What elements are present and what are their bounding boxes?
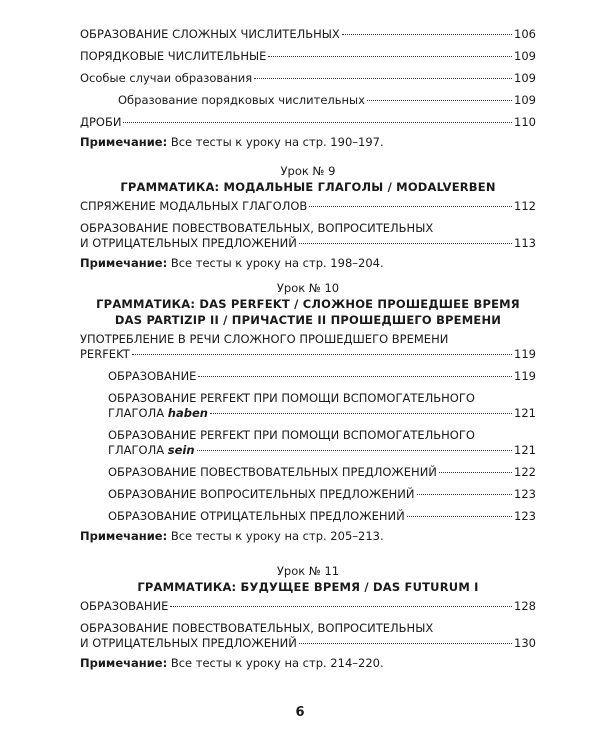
toc-entry-page: 112 [514, 199, 536, 213]
toc-entry[interactable] [80, 465, 536, 480]
toc-entry-title-line1: ОБРАЗОВАНИЕ ПОВЕСТВОВАТЕЛЬНЫХ, ВОПРОСИТЕЛЬНЫХ [80, 621, 434, 635]
dot-leader [417, 493, 513, 495]
lesson-label: Урок № 10 [276, 281, 340, 295]
toc-entry-title: ОБРАЗОВАНИЕ [80, 599, 169, 613]
dot-leader [210, 412, 512, 414]
toc-entry-page: 109 [514, 71, 536, 85]
toc-entry-page: 109 [514, 93, 536, 107]
toc-entry-title: СПРЯЖЕНИЕ МОДАЛЬНЫХ ГЛАГОЛОВ [80, 199, 308, 213]
verb-haben: haben [167, 406, 208, 420]
toc-entry[interactable] [80, 599, 536, 614]
toc-entry-title: ОБРАЗОВАНИЕ ОТРИЦАТЕЛЬНЫХ ПРЕДЛОЖЕНИЙ [108, 509, 405, 523]
verb-sein: sein [167, 443, 195, 457]
dot-leader [198, 375, 512, 377]
toc-entry[interactable] [80, 199, 536, 214]
toc-entry-page: 130 [514, 636, 536, 650]
toc-entry-title-line1: ОБРАЗОВАНИЕ PERFEKT ПРИ ПОМОЩИ ВСПОМОГАТЕЛЬНОГО [108, 428, 475, 442]
lesson-heading: ГРАММАТИКА: БУДУЩЕЕ ВРЕМЯ / DAS FUTURUM I [137, 580, 479, 594]
toc-entry-title: Образование порядковых числительных [118, 93, 365, 107]
page-number: 6 [295, 705, 305, 720]
toc-entry-title [108, 443, 195, 458]
toc-entry-title: ОБРАЗОВАНИЕ ВОПРОСИТЕЛЬНЫХ ПРЕДЛОЖЕНИЙ [108, 487, 415, 501]
toc-entry-page: 119 [514, 369, 536, 383]
note-text: Все тесты к уроку на стр. 205–213. [170, 529, 384, 543]
note [80, 256, 536, 271]
toc-entry[interactable] [80, 428, 536, 458]
toc-entry[interactable] [80, 71, 536, 86]
toc-entry[interactable] [80, 332, 536, 362]
lesson-heading: DAS PARTIZIP II / ПРИЧАСТИЕ II ПРОШЕДШЕГО ВРЕМЕНИ [114, 313, 502, 327]
lesson-label: Урок № 11 [276, 564, 340, 578]
toc-entry-page: 106 [514, 27, 536, 41]
dot-leader [268, 55, 512, 57]
toc-entry-title-text: ГЛАГОЛА [108, 443, 165, 457]
dot-leader [170, 605, 512, 607]
toc-entry-title: ПОРЯДКОВЫЕ ЧИСЛИТЕЛЬНЫЕ [80, 49, 267, 63]
dot-leader [299, 242, 512, 244]
dot-leader [407, 515, 512, 517]
note [80, 656, 536, 671]
note [80, 529, 536, 544]
note-label: Примечание: [80, 656, 168, 670]
dot-leader [342, 33, 512, 35]
dot-leader [123, 121, 512, 123]
dot-leader [439, 471, 512, 473]
lesson-heading: ГРАММАТИКА: DAS PERFEKT / СЛОЖНОЕ ПРОШЕДШЕЕ ВРЕМЯ [96, 297, 520, 311]
toc-entry[interactable] [80, 93, 536, 108]
toc-entry[interactable] [80, 487, 536, 502]
toc-entry-title-line1: УПОТРЕБЛЕНИЕ В РЕЧИ СЛОЖНОГО ПРОШЕДШЕГО ВРЕМЕНИ [80, 332, 449, 346]
note-label: Примечание: [80, 529, 168, 543]
toc-entry[interactable] [80, 621, 536, 651]
toc-entry-title-line1: ОБРАЗОВАНИЕ ПОВЕСТВОВАТЕЛЬНЫХ, ВОПРОСИТЕЛЬНЫХ [80, 221, 434, 235]
toc-entry-title: ОБРАЗОВАНИЕ ПОВЕСТВОВАТЕЛЬНЫХ ПРЕДЛОЖЕНИЙ [108, 465, 437, 479]
toc-entry-title [108, 406, 208, 421]
note-text: Все тесты к уроку на стр. 190–197. [170, 135, 384, 149]
toc-entry-page: 128 [514, 599, 536, 613]
note-text: Все тесты к уроку на стр. 198–204. [170, 256, 384, 270]
toc-entry[interactable] [80, 221, 536, 251]
toc-entry-title: ОБРАЗОВАНИЕ СЛОЖНЫХ ЧИСЛИТЕЛЬНЫХ [80, 27, 340, 41]
note-text: Все тесты к уроку на стр. 214–220. [170, 656, 384, 670]
toc-entry-page: 123 [514, 509, 536, 523]
toc-entry-title: ДРОБИ [80, 115, 122, 129]
toc-entry-title: И ОТРИЦАТЕЛЬНЫХ ПРЕДЛОЖЕНИЙ [80, 636, 297, 650]
toc-entry[interactable] [80, 27, 536, 42]
dot-leader [367, 99, 512, 101]
dot-leader [299, 642, 512, 644]
toc-entry[interactable] [80, 509, 536, 524]
toc-entry-page: 121 [514, 443, 536, 457]
toc-entry-title: Особые случаи образования [80, 71, 253, 85]
toc-entry-title: ОБРАЗОВАНИЕ [108, 369, 197, 383]
toc-entry[interactable] [80, 369, 536, 384]
toc-entry[interactable] [80, 115, 536, 130]
lesson-label: Урок № 9 [280, 164, 336, 178]
toc-entry-page: 110 [514, 115, 536, 129]
toc-entry-page: 121 [514, 406, 536, 420]
toc-entry-page: 119 [514, 347, 536, 361]
dot-leader [254, 77, 512, 79]
toc-entry-title: PERFEKT [80, 347, 130, 361]
toc-entry[interactable] [80, 49, 536, 64]
dot-leader [197, 449, 513, 451]
toc-entry-page: 122 [514, 465, 536, 479]
lesson-heading: ГРАММАТИКА: МОДАЛЬНЫЕ ГЛАГОЛЫ / MODALVERBEN [120, 180, 496, 194]
dot-leader [132, 353, 512, 355]
toc-entry[interactable] [80, 391, 536, 421]
toc-entry-title: И ОТРИЦАТЕЛЬНЫХ ПРЕДЛОЖЕНИЙ [80, 236, 297, 250]
toc-entry-page: 123 [514, 487, 536, 501]
toc-entry-page: 109 [514, 49, 536, 63]
toc-entry-title-line1: ОБРАЗОВАНИЕ PERFEKT ПРИ ПОМОЩИ ВСПОМОГАТЕЛЬНОГО [108, 391, 475, 405]
toc-entry-title-text: ГЛАГОЛА [108, 406, 165, 420]
table-of-contents [80, 27, 536, 671]
dot-leader [309, 205, 512, 207]
note-label: Примечание: [80, 135, 168, 149]
toc-entry-page: 113 [514, 236, 536, 250]
note-label: Примечание: [80, 256, 168, 270]
note [80, 135, 536, 150]
